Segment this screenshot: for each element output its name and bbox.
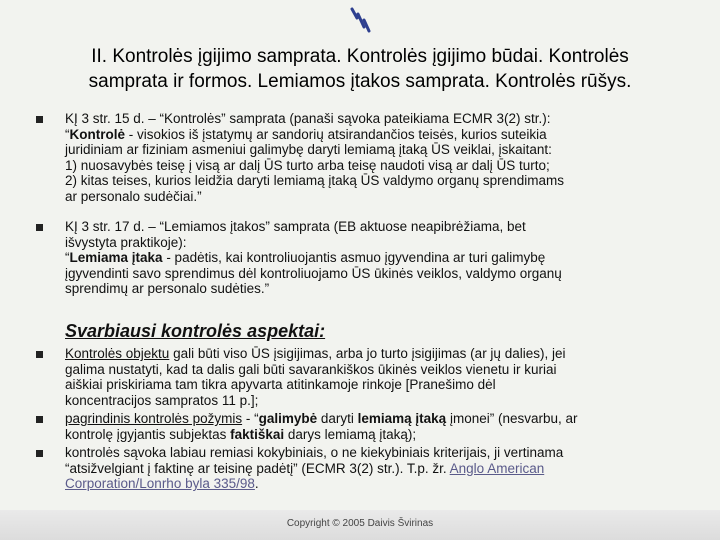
copyright-text: Copyright © 2005 Daivis Švirinas [286, 518, 434, 529]
text-line: išvystyta praktikoje): [65, 234, 187, 250]
text-line [65, 427, 690, 443]
text-line: koncentracijos sampratos 11 p.]; [65, 392, 259, 408]
text-run: - visokios iš įstatymų ar sandorių atsirandančios teisės, kurios suteikia [125, 126, 547, 142]
text-run: įmonei” (nesvarbu, ar [446, 411, 578, 426]
text-line: juridiniam ar fiziniam asmeniui galimybę daryti lemiamą įtaką ŪS veiklai, įskaitant: [65, 142, 552, 157]
square-bullet-icon [36, 224, 43, 231]
text-line: sprendimų ar personalo sudėties.” [65, 281, 270, 296]
text-run: “atsižvelgiant į faktinę ar teisinę padėtį” (ECMR 3(2) str.). T.p. žr. [65, 460, 450, 476]
square-bullet-icon [36, 116, 43, 123]
text-run: “ [65, 126, 70, 142]
bullet-text [65, 445, 690, 492]
section-subheading: Svarbiausi kontrolės aspektai: [65, 321, 326, 341]
case-link[interactable]: Anglo American [449, 460, 545, 476]
text-line: kontrolės sąvoka labiau remiasi kokybiniais, o ne kiekybiniais kriterijais, ji vertinama [65, 445, 564, 460]
text-line [65, 127, 690, 143]
square-bullet-icon [36, 450, 43, 457]
bold-term: faktiškai [230, 426, 285, 442]
text-line: aiškiai priskiriama tam tikra apyvarta atitinkamoje rinkoje [Pranešimo dėl [65, 377, 496, 392]
text-line: ar personalo sudėčiai.” [65, 188, 202, 204]
slide-title [24, 44, 696, 94]
title-line-2: samprata ir formos. Lemiamos įtakos samprata. Kontrolės rūšys. [88, 71, 632, 92]
title-line-1: II. Kontrolės įgijimo samprata. Kontrolės įgijimo būdai. Kontrolės [91, 46, 629, 67]
text-run: . [254, 476, 259, 491]
bold-term: Lemiama įtaka [69, 250, 163, 265]
text-line: KĮ 3 str. 17 d. – “Lemiamos įtakos” samprata (EB aktuose neapibrėžiama, bet [65, 219, 526, 234]
text-line: KĮ 3 str. 15 d. – “Kontrolės” samprata (panaši sąvoka pateikiama ECMR 3(2) str.): [65, 111, 551, 126]
underlined-term: Kontrolės objektu [65, 346, 170, 361]
text-run: daryti [317, 411, 358, 426]
bullet-text [65, 346, 690, 408]
bullet-text [65, 219, 690, 297]
square-bullet-icon [36, 416, 43, 423]
text-run: “ [65, 250, 70, 265]
text-line: 2) kitas teises, kurios leidžia daryti lemiamą įtaką ŪS valdymo organų sprendimams [65, 173, 564, 188]
bold-term: lemiamą įtaką [357, 411, 447, 426]
text-line: įgyvendinti savo sprendimus dėl kontroliuojamo ŪS ūkinės veiklos, valdymo organų [65, 265, 562, 281]
slash-logo-icon [346, 6, 374, 36]
text-line [65, 346, 690, 362]
bullet-text [65, 411, 690, 442]
bold-term: Kontrolė [69, 126, 125, 142]
text-run: darys lemiamą įtaką); [284, 426, 417, 442]
text-run: gali būti viso ŪS įsigijimas, arba jo turto įsigijimas (ar jų dalies), jei [169, 346, 566, 361]
bold-term: galimybė [258, 411, 318, 426]
text-line [65, 461, 690, 477]
bullet-text [65, 111, 690, 204]
text-line: 1) nuosavybės teisę į visą ar dalį ŪS turto arba teisę naudoti visą ar dalį ŪS turto; [65, 157, 550, 173]
text-run: - “ [242, 411, 259, 426]
case-link[interactable]: Corporation/Lonrho byla 335/98 [65, 476, 255, 491]
text-run: kontrolę įgyjantis subjektas [65, 426, 231, 442]
text-line [65, 476, 690, 492]
text-line: galima nustatyti, kad ta dalis gali būti savarankiškos ūkinės veiklos vienetu ir kuriai [65, 361, 557, 377]
underlined-term: pagrindinis kontrolės požymis [65, 411, 243, 426]
text-run: - padėtis, kai kontroliuojantis asmuo įgyvendina ar turi galimybę [162, 250, 546, 265]
text-line [65, 411, 690, 427]
text-line [65, 250, 690, 266]
square-bullet-icon [36, 351, 43, 358]
